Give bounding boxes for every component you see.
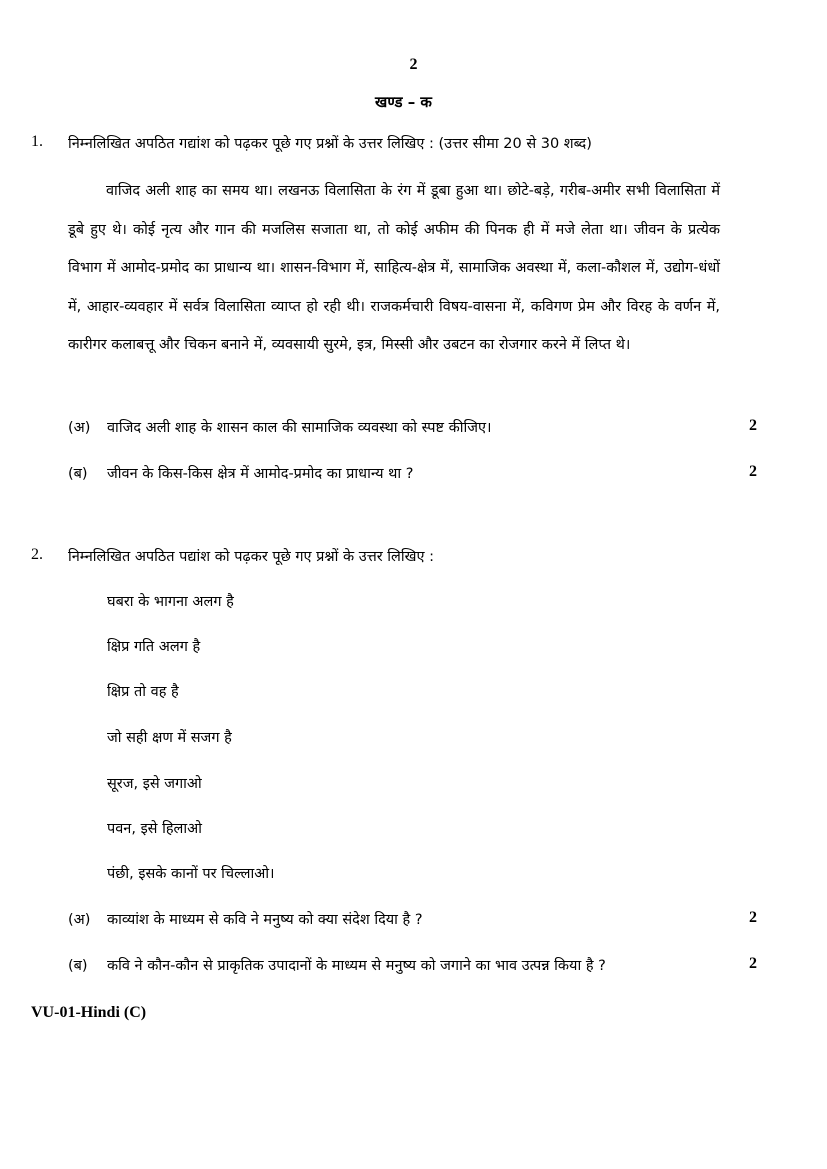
question-1-instruction: निम्नलिखित अपठित गद्यांश को पढ़कर पूछे गए प्रश्नों के उत्तर लिखिए : (उत्तर सीमा 20 से 30 शब्द) [68,136,592,152]
poem-line: जो सही क्षण में सजग है [107,730,232,746]
question-2a-marks: 2 [749,909,757,926]
section-title: खण्ड – क [375,93,432,111]
question-1b-label: (ब) [68,466,88,482]
question-1-passage [68,172,720,365]
poem-line: पवन, इसे हिलाओ [107,821,202,837]
question-2b-label: (ब) [68,958,88,974]
question-1a-marks: 2 [749,417,757,434]
question-2a-text: काव्यांश के माध्यम से कवि ने मनुष्य को क्या संदेश दिया है ? [107,912,423,928]
question-2b-text: कवि ने कौन-कौन से प्राकृतिक उपादानों के माध्यम से मनुष्य को जगाने का भाव उत्पन्न किया है ? [107,958,606,974]
question-2a-label: (अ) [68,912,91,928]
poem-line: घबरा के भागना अलग है [107,594,234,610]
paper-code: VU-01-Hindi (C) [31,1004,147,1021]
question-2-number: 2. [31,546,43,563]
poem-line: क्षिप्र तो वह है [107,684,179,700]
question-1b-marks: 2 [749,463,757,480]
poem-line: पंछी, इसके कानों पर चिल्लाओ। [107,866,275,882]
question-1a-text: वाजिद अली शाह के शासन काल की सामाजिक व्यवस्था को स्पष्ट कीजिए। [107,420,492,436]
passage-text: वाजिद अली शाह का समय था। लखनऊ विलासिता के रंग में डूबा हुआ था। छोटे-बड़े, गरीब-अमीर सभी विलासिता में डूबे हुए थे। कोई नृत्य और गान की मजलिस सजाता था, तो कोई अफीम की पिनक ही में मजे लेता था। जीवन के प्रत्येक विभाग में आमोद-प्रमोद का प्राधान्य था। शासन-विभाग में, साहित्य-क्षेत्र में, सामाजिक अवस्था में, कला-कौशल में, उद्योग-धंधों में, आहार-व्यवहार में सर्वत्र विलासिता व्याप्त हो रही थी। राजकर्मचारी विषय-वासना में, कविगण प्रेम और विरह के वर्णन में, कारीगर कलाबत्तू और चिकन बनाने में, व्यवसायी सुरमे, इत्र, मिस्सी और उबटन का रोजगार करने में लिप्त थे। [68,183,720,353]
question-1-number: 1. [31,133,43,150]
question-1a-label: (अ) [68,420,91,436]
poem-line: क्षिप्र गति अलग है [107,639,201,655]
question-2-instruction: निम्नलिखित अपठित पद्यांश को पढ़कर पूछे गए प्रश्नों के उत्तर लिखिए : [68,549,434,565]
page-number: 2 [409,56,418,73]
poem-line: सूरज, इसे जगाओ [107,776,202,792]
question-1b-text: जीवन के किस-किस क्षेत्र में आमोद-प्रमोद का प्राधान्य था ? [107,466,414,482]
question-2b-marks: 2 [749,955,757,972]
